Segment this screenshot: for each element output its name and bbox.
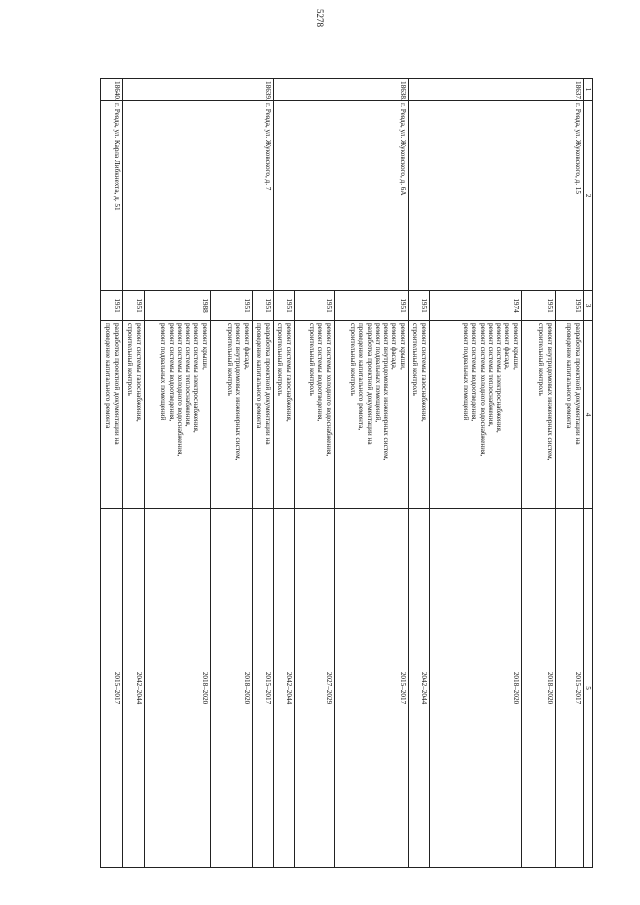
work-item: ремонт системы электроснабжения, [192, 323, 201, 433]
table-container [86, 78, 593, 867]
work-item: ремонт внутридомовых инженерных систем, [234, 323, 243, 461]
capital-repair-table [100, 78, 593, 868]
work-item: строительный контроль [537, 323, 546, 396]
year-cell: 1951 [294, 291, 334, 321]
work-item: ремонт подвальных помещений [461, 323, 470, 421]
work-item: ремонт системы водоотведения, [167, 323, 176, 422]
works-cell [144, 321, 210, 509]
work-item: ремонт системы водоотведения, [470, 323, 479, 422]
work-item: ремонт системы холодного водоснабжения, [324, 323, 333, 457]
address-cell: г. Ревда, ул. Жуковского, д. 7 [122, 101, 273, 291]
period-cell: 2042–2044 [408, 509, 429, 868]
works-cell [555, 321, 583, 509]
works-cell [408, 321, 429, 509]
works-cell [273, 321, 294, 509]
work-item: разработка проектной документации на [112, 323, 121, 445]
period-cell: 2018–2020 [521, 509, 555, 868]
works-cell [334, 321, 408, 509]
header-col-3: 3 [583, 291, 592, 321]
year-cell: 1951 [252, 291, 273, 321]
year-cell: 1974 [429, 291, 521, 321]
work-item: ремонт фасада, [390, 323, 399, 370]
works-cell [210, 321, 252, 509]
period-cell: 2015–2017 [555, 509, 583, 868]
year-cell: 1951 [555, 291, 583, 321]
period-cell: 2015–2017 [334, 509, 408, 868]
header-col-2: 2 [583, 101, 592, 291]
address-cell: г. Ревда, ул. Жуковского, д. 6А [273, 101, 408, 291]
row-number: 18638. [273, 79, 408, 101]
work-item: строительный контроль [276, 323, 285, 396]
work-item: проведение капитального ремонта [255, 323, 264, 429]
year-cell: 1951 [521, 291, 555, 321]
work-item: ремонт внутридомовых инженерных систем, [382, 323, 391, 461]
work-item: строительный контроль [226, 323, 235, 396]
period-cell: 2015–2017 [100, 509, 122, 868]
work-item: ремонт системы холодного водоснабжения, [175, 323, 184, 457]
header-row [583, 79, 592, 868]
works-cell [122, 321, 144, 509]
work-item: строительный контроль [411, 323, 420, 396]
row-number: 18639. [122, 79, 273, 101]
work-item: разработка проектной документации на [263, 323, 272, 445]
work-item: ремонт крыши, [200, 323, 209, 370]
work-item: ремонт системы газоснабжения, [419, 323, 428, 422]
work-item: ремонт крыши, [511, 323, 520, 370]
work-item: строительный контроль [126, 323, 135, 396]
address-cell: г. Ревда, ул. Карла Либкнехта, д. 51 [100, 101, 122, 291]
work-item: разработка проектной документации на [573, 323, 582, 445]
row-number: 18637. [408, 79, 583, 101]
work-item: ремонт подвальных помещений [159, 323, 168, 421]
year-cell: 1951 [334, 291, 408, 321]
work-item: ремонт системы холодного водоснабжения, [478, 323, 487, 457]
address-cell: г. Ревда, ул. Жуковского, д. 15 [408, 101, 583, 291]
year-cell: 1951 [273, 291, 294, 321]
table-row [334, 79, 408, 868]
work-item: ремонт системы теплоснабжения, [184, 323, 193, 427]
page-number: 5278 [315, 9, 325, 27]
row-number: 18640. [100, 79, 122, 101]
year-cell: 1988 [144, 291, 210, 321]
period-cell: 2027–2029 [294, 509, 334, 868]
year-cell: 1951 [122, 291, 144, 321]
work-item: проведение капитального ремонта [565, 323, 574, 429]
work-item: ремонт подвальных помещений, [373, 323, 382, 423]
work-item: ремонт системы газоснабжения, [134, 323, 143, 422]
work-item: проведение капитального ремонта, [357, 323, 366, 431]
work-item: строительный контроль [348, 323, 357, 396]
period-cell: 2018–2020 [429, 509, 521, 868]
period-cell: 2018–2020 [144, 509, 210, 868]
work-item: ремонт крыши, [398, 323, 407, 370]
works-cell [294, 321, 334, 509]
year-cell: 1951 [210, 291, 252, 321]
table-rotation-frame [86, 78, 593, 867]
period-cell: 2042–2044 [122, 509, 144, 868]
year-cell: 1951 [100, 291, 122, 321]
period-cell: 2015–2017 [252, 509, 273, 868]
table-row [252, 79, 273, 868]
table-body [100, 79, 583, 868]
header-col-5: 5 [583, 509, 592, 868]
work-item: ремонт фасада, [242, 323, 251, 370]
works-cell [429, 321, 521, 509]
work-item: ремонт системы электроснабжения, [495, 323, 504, 433]
works-cell [521, 321, 555, 509]
work-item: ремонт системы газоснабжения, [284, 323, 293, 422]
period-cell: 2042–2044 [273, 509, 294, 868]
header-col-1: 1 [583, 79, 592, 101]
header-col-4: 4 [583, 321, 592, 509]
work-item: ремонт фасада, [503, 323, 512, 370]
year-cell: 1951 [408, 291, 429, 321]
table-row [100, 79, 122, 868]
works-cell [252, 321, 273, 509]
work-item: ремонт системы водоотведения, [316, 323, 325, 422]
work-item: разработка проектной документации на [365, 323, 374, 445]
work-item: проведение капитального ремонта [104, 323, 113, 429]
period-cell: 2018–2020 [210, 509, 252, 868]
table-row [555, 79, 583, 868]
work-item: ремонт системы теплоснабжения, [486, 323, 495, 427]
works-cell [100, 321, 122, 509]
work-item: ремонт внутридомовых инженерных систем, [545, 323, 554, 461]
work-item: строительный контроль [308, 323, 317, 396]
